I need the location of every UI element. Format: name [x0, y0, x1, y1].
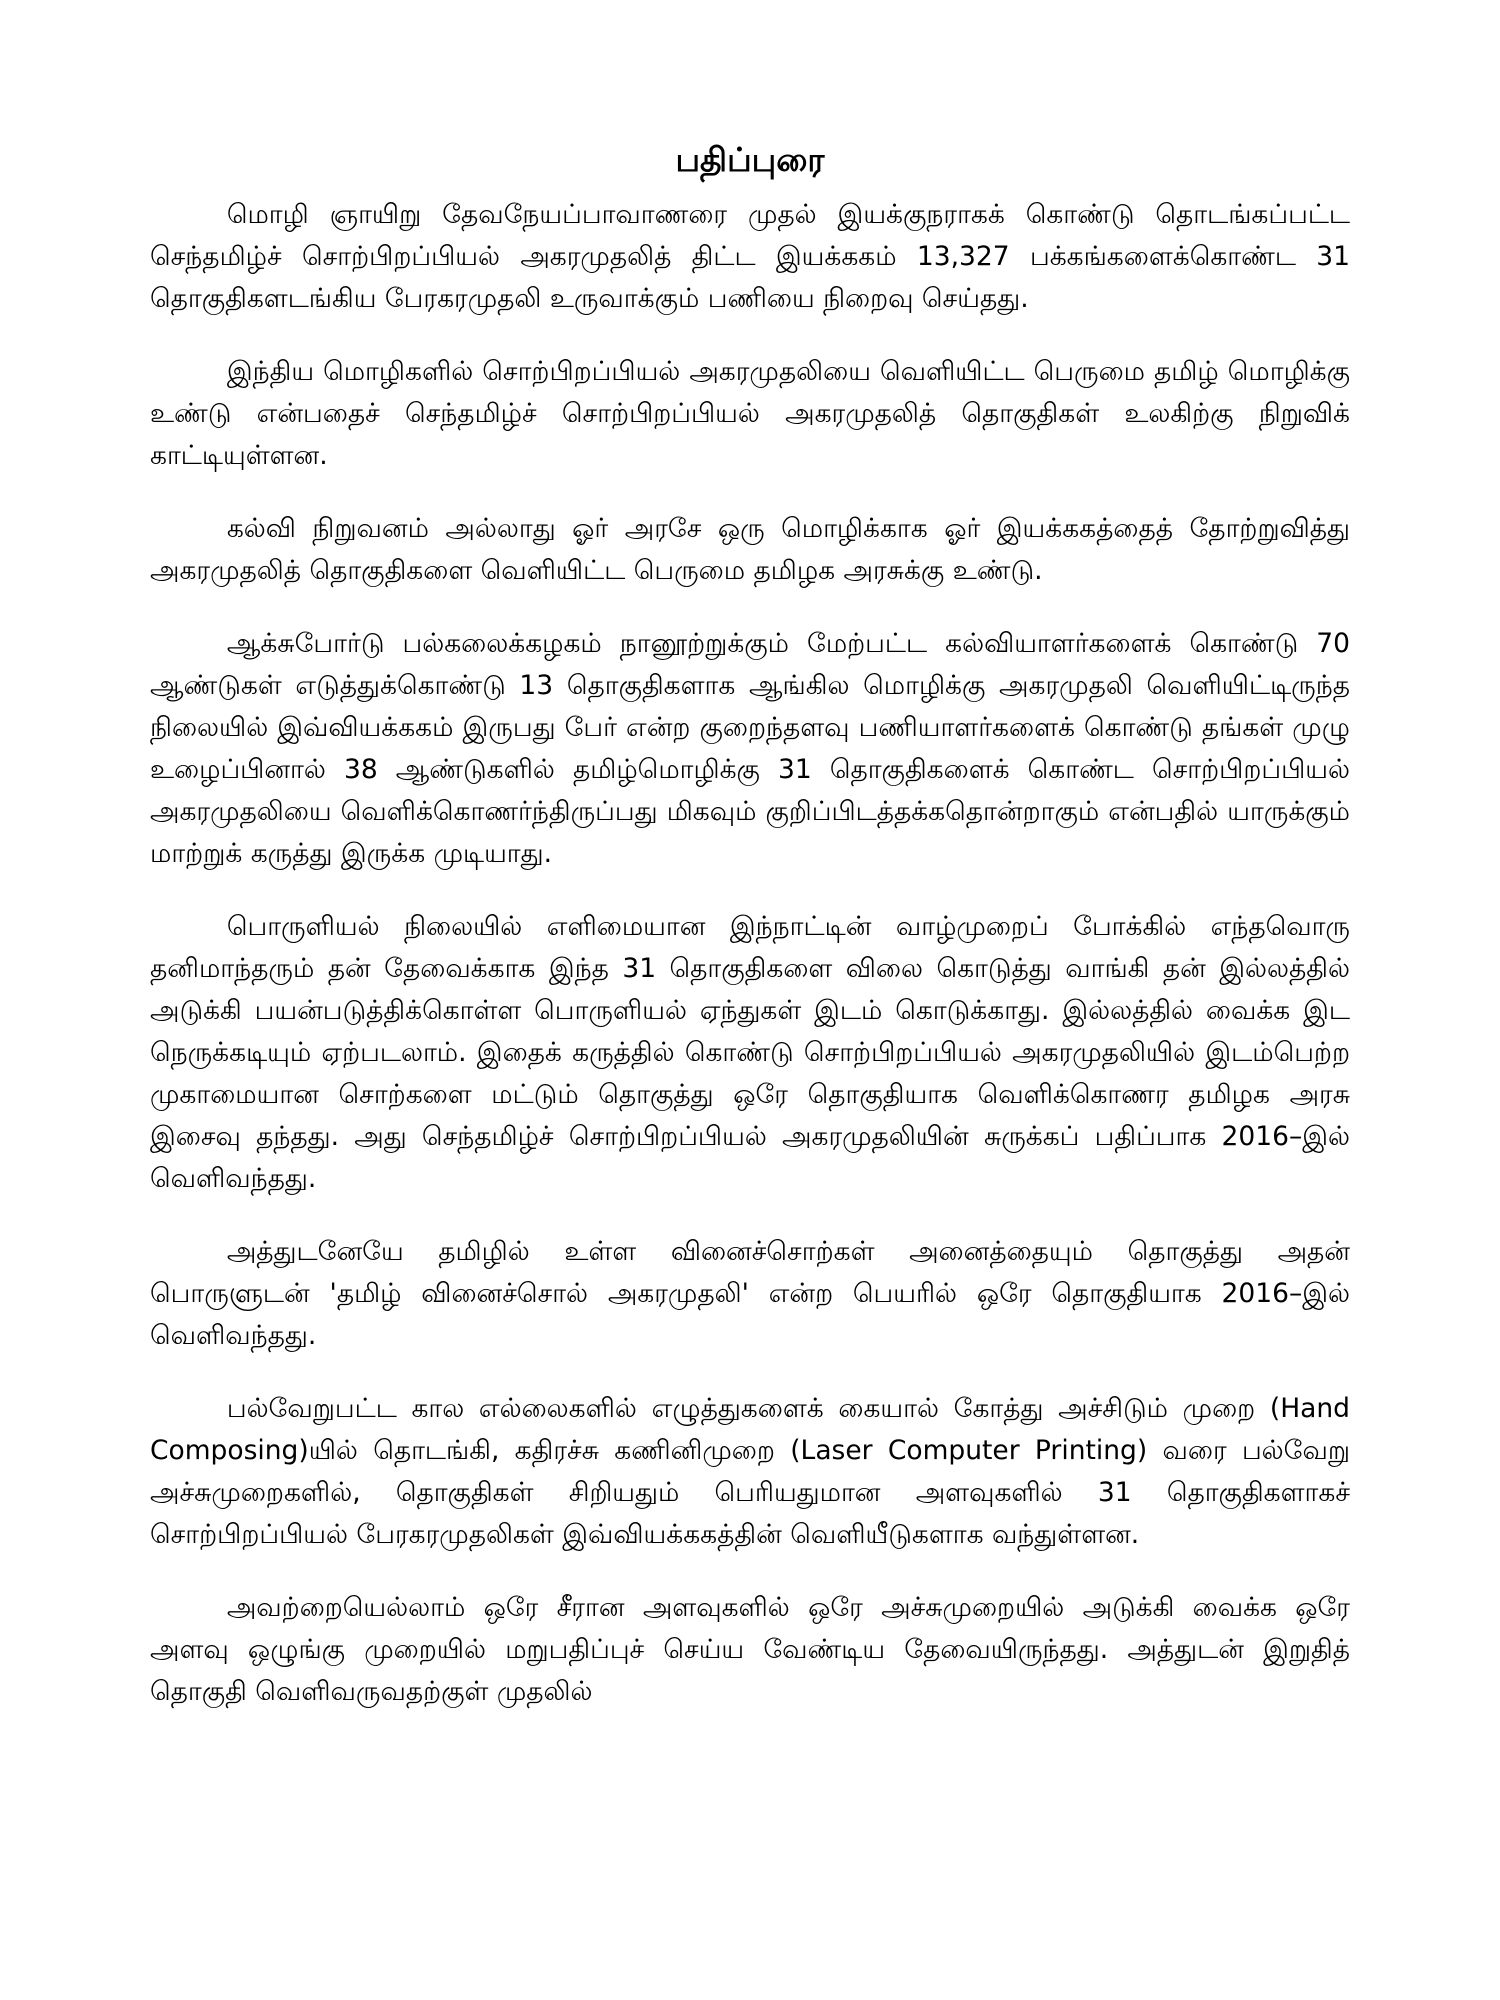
page-title: பதிப்புரை: [675, 140, 825, 179]
paragraph: அவற்றையெல்லாம் ஒரே சீரான அளவுகளில் ஒரே அச்சுமுறையில் அடுக்கி வைக்க ஒரே அளவு ஒழுங்கு முறையில் மறுபதிப்புச் செய்ய வேண்டிய தேவையிருந்தது. அத்துடன் இறுதித் தொகுதி வெளிவருவதற்குள் முதலில்: [150, 1592, 1350, 1707]
paragraph: பொருளியல் நிலையில் எளிமையான இந்நாட்டின் வாழ்முறைப் போக்கில் எந்தவொரு தனிமாந்தரும் தன் தேவைக்காக இந்த 31 தொகுதிகளை விலை கொடுத்து வாங்கி தன் இல்லத்தில் அடுக்கி பயன்படுத்திக்கொள்ள பொருளியல் ஏந்துகள் இடம் கொடுக்காது. இல்லத்தில் வைக்க இட நெருக்கடியும் ஏற்படலாம். இதைக் கருத்தில் கொண்டு சொற்பிறப்பியல் அகரமுதலியில் இடம்பெற்ற முகாமையான சொற்களை மட்டும் தொகுத்து ஒரே தொகுதியாக வெளிக்கொணர தமிழக அரசு இசைவு தந்தது. அது செந்தமிழ்ச் சொற்பிறப்பியல் அகரமுதலியின் சுருக்கப் பதிப்பாக 2016–இல் வெளிவந்தது.: [150, 911, 1350, 1194]
paragraph: பல்வேறுபட்ட கால எல்லைகளில் எழுத்துகளைக் கையால் கோத்து அச்சிடும் முறை (Hand Composing)யில் தொடங்கி, கதிரச்சு கணினிமுறை (Laser Computer Printing) வரை பல்வேறு அச்சுமுறைகளில், தொகுதிகள் சிறியதும் பெரியதுமான அளவுகளில் 31 தொகுதிகளாகச் சொற்பிறப்பியல் பேரகரமுதலிகள் இவ்வியக்ககத்தின் வெளியீடுகளாக வந்துள்ளன.: [150, 1393, 1350, 1550]
paragraph: இந்திய மொழிகளில் சொற்பிறப்பியல் அகரமுதலியை வெளியிட்ட பெருமை தமிழ் மொழிக்கு உண்டு என்பதைச் செந்தமிழ்ச் சொற்பிறப்பியல் அகரமுதலித் தொகுதிகள் உலகிற்கு நிறுவிக் காட்டியுள்ளன.: [150, 356, 1350, 471]
paragraph: அத்துடனேயே தமிழில் உள்ள வினைச்சொற்கள் அனைத்தையும் தொகுத்து அதன் பொருளுடன் 'தமிழ் வினைச்சொல் அகரமுதலி' என்ற பெயரில் ஒரே தொகுதியாக 2016–இல் வெளிவந்தது.: [150, 1236, 1350, 1351]
paragraph: கல்வி நிறுவனம் அல்லாது ஓர் அரசே ஒரு மொழிக்காக ஓர் இயக்ககத்தைத் தோற்றுவித்து அகரமுதலித் தொகுதிகளை வெளியிட்ட பெருமை தமிழக அரசுக்கு உண்டு.: [150, 513, 1350, 586]
paragraph: மொழி ஞாயிறு தேவநேயப்பாவாணரை முதல் இயக்குநராகக் கொண்டு தொடங்கப்பட்ட செந்தமிழ்ச் சொற்பிறப்பியல் அகரமுதலித் திட்ட இயக்ககம் 13,327 பக்கங்களைக்கொண்ட 31 தொகுதிகளடங்கிய பேரகரமுதலி உருவாக்கும் பணியை நிறைவு செய்தது.: [150, 199, 1350, 314]
paragraph: ஆக்சுபோர்டு பல்கலைக்கழகம் நானூற்றுக்கும் மேற்பட்ட கல்வியாளர்களைக் கொண்டு 70 ஆண்டுகள் எடுத்துக்கொண்டு 13 தொகுதிகளாக ஆங்கில மொழிக்கு அகரமுதலி வெளியிட்டிருந்த நிலையில் இவ்வியக்ககம் இருபது பேர் என்ற குறைந்தளவு பணியாளர்களைக் கொண்டு தங்கள் முழு உழைப்பினால் 38 ஆண்டுகளில் தமிழ்மொழிக்கு 31 தொகுதிகளைக் கொண்ட சொற்பிறப்பியல் அகரமுதலியை வெளிக்கொணர்ந்திருப்பது மிகவும் குறிப்பிடத்தக்கதொன்றாகும் என்பதில் யாருக்கும் மாற்றுக் கருத்து இருக்க முடியாது.: [150, 628, 1350, 869]
